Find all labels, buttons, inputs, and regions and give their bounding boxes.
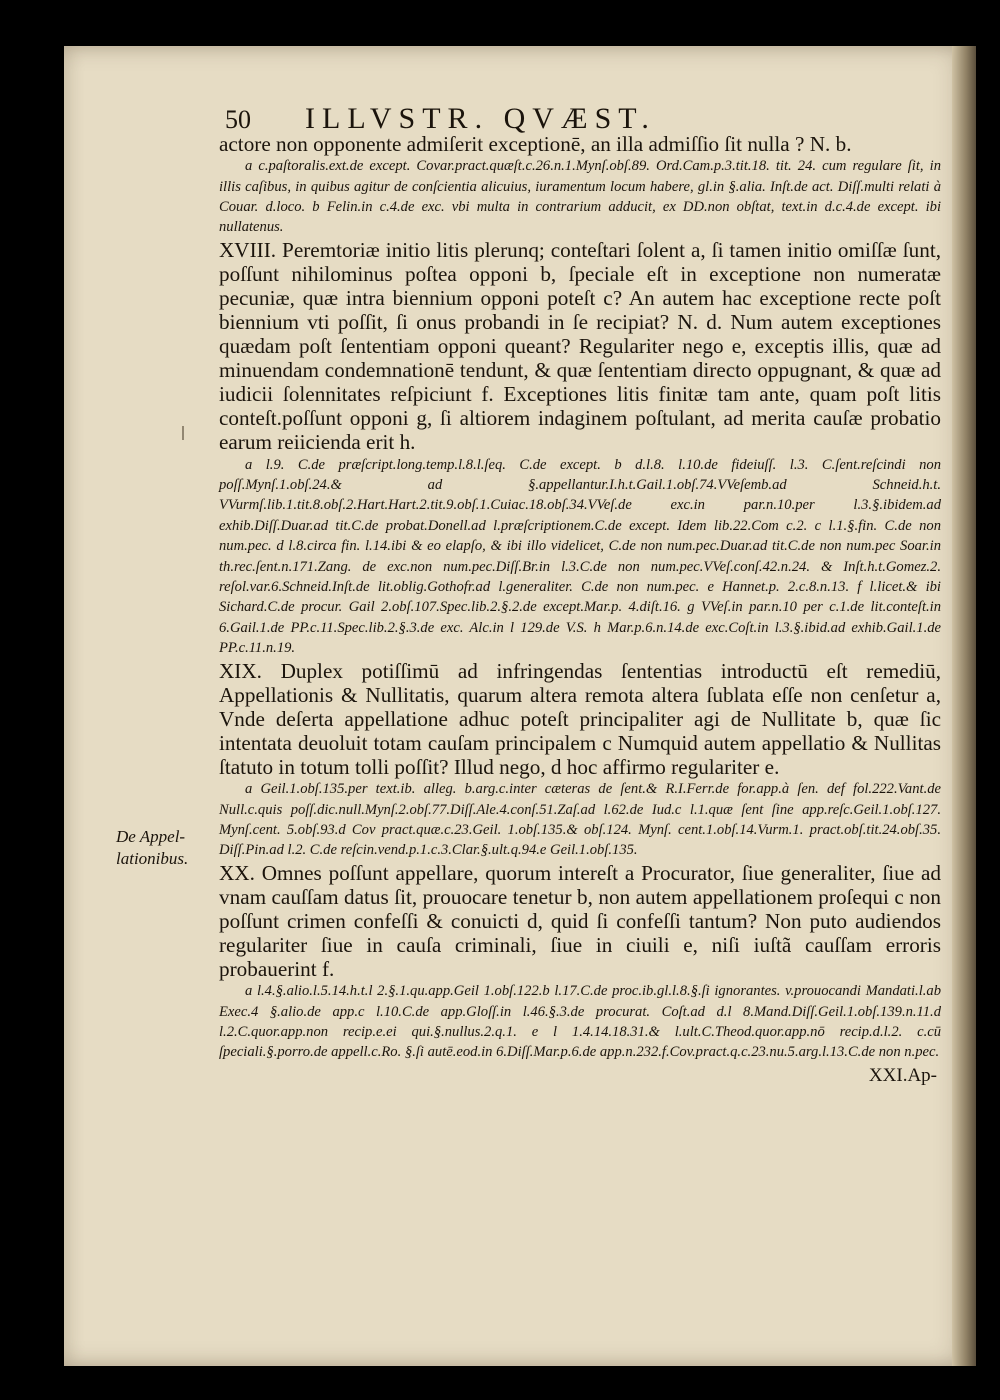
paragraph: XVIII. Peremtoriæ initio litis plerunq; conteſtari ſolent a, ſi tamen initio omiſſæ ſunt, poſſunt nihilominus poſtea opponi b, ſpeciale eſt in exceptione non numeratæ pecuniæ, quæ intra biennium opponi poteſt c? An autem hac exceptione recte poſt biennium vti poſſit, ſi onus probandi in ſe recipiat? N. d. Num autem exceptiones quædam poſt ſententiam opponi queant? Regulariter nego e, exceptis illis, quæ ad minuendam condemnationē tendunt, & quæ ſententiam directo oppugnant, & quæ ad iudicii ſolennitates reſpiciunt f. Exceptiones litis finitæ tam ante, quam poſt litis conteſt.poſſunt opponi g, ſi altiorem indaginem poſtulant, ad merita cauſæ probatio earum reiicienda erit h.: [219, 237, 941, 455]
footnote: a c.paſtoralis.ext.de except. Covar.pract.quæſt.c.26.n.1.Mynſ.obſ.89. Ord.Cam.p.3.tit.18. tit. 24. cum regulare ſit, in illis caſibus, in quibus agitur de conſcientia alicuius, iuramentum locum habere, gl.in §.alia. Inſt.de act. Diſſ.multi relati à Couar. d.loco. b Felin.in c.4.de exc. vbi multa in contrarium adducit, ex DD.non obſtat, text.in d.c.4.de except. ibi nullatenus.: [219, 158, 941, 236]
paragraph: XIX. Duplex potiſſimū ad infringendas ſententias introductū eſt remediū, Appellationis & Nullitatis, quarum altera remota altera ſublata eſſe non cenſetur a, Vnde deſerta appellatione adhuc poteſt principaliter agi de Nullitate b, quæ ſic intentata deuoluit totam cauſam principalem c Numquid autem appellatio & Nullitas ſtatuto in totum tolli poſſit? Illud nego, d hoc affirmo regulariter e.: [219, 658, 941, 779]
page-edge: [952, 46, 976, 1366]
footnote: a l.4.§.alio.l.5.14.h.t.l 2.§.1.qu.app.Geil 1.obſ.122.b l.17.C.de proc.ib.gl.l.8.§.ſi ignorantes. v.prouocandi Mandati.l.ab Exec.4 §.alio.de app.c l.10.C.de app.Gloſſ.in l.46.§.3.de procurat. Coſt.ad d.l 8.Mand.Diſſ.Geil.1.obſ.139.n.11.d l.2.C.quor.app.non recip.e.ei qui.§.nullus.2.q.1. e l 1.4.14.18.31.& l.ult.C.Theod.quor.app.nō recip.d.l.2. c.cū ſpeciali.§.porro.de appell.c.Ro. §.ſi autē.eod.in 6.Diſſ.Mar.p.6.de app.n.232.f.Cov.pract.q.c.23.nu.5.arg.l.13.C.de non n.pec.: [219, 983, 941, 1061]
page-number: 50: [225, 105, 251, 134]
footnote: a Geil.1.obſ.135.per text.ib. alleg. b.arg.c.inter cæteras de ſent.& R.I.Ferr.de for.app.à ſen. def fol.222.Vant.de Null.c.quis poſſ.dic.null.Mynſ.2.obſ.77.Diſſ.Ale.4.conſ.51.Zaſ.ad l.62.de Iud.c l.1.quæ ſent ſine app.reſc.Geil.1.obſ.127. Mynſ.cent. 5.obſ.93.d Cov pract.quæ.c.23.Geil. 1.obſ.135.& obſ.124. Mynſ. cent.1.obſ.14.Vurm.1. pract.obſ.tit.24.obſ.35. Diſſ.Pin.ad l.2. C.de reſcin.vend.p.1.c.3.Clar.§.ult.q.94.e Geil.1.obſ.135.: [219, 781, 941, 859]
margin-mark: [182, 426, 184, 440]
paragraph: XX. Omnes poſſunt appellare, quorum intereſt a Procurator, ſiue generaliter, ſiue ad vnam cauſſam datus ſit, prouocare tenetur b, non autem appellationem proſequi c non poſſunt crimen confeſſi & conuicti d, quid ſi confeſſi tantum? Non puto audiendos regulariter ſiue in cauſa criminali, ſiue in ciuili e, niſi iuſtã cauſſam erroris probauerint f.: [219, 860, 941, 982]
page-header: [225, 102, 941, 135]
running-head: ILLVSTR. QVÆST.: [305, 102, 656, 135]
catchword: XXI.Ap-: [868, 1064, 937, 1086]
book-page: [64, 46, 976, 1366]
paragraph: actore non opponente admiſerit exceptionē, an illa admiſſio ſit nulla ? N. b.: [219, 132, 852, 156]
footnote: a l.9. C.de præſcript.long.temp.l.8.l.ſeq. C.de except. b d.l.8. l.10.de fideiuſſ. l.3. C.ſent.reſcindi non poſſ.Mynſ.1.obſ.24.& ad §.appellantur.I.h.t.Gail.1.obſ.74.VVeſemb.ad Schneid.h.t. VVurmſ.lib.1.tit.8.obſ.2.Hart.Hart.2.tit.9.obſ.1.Cuiac.18.obſ.34.VVeſ.de exc.in par.n.10.per l.3.§.ibidem.ad exhib.Diſſ.Duar.ad tit.C.de probat.Donell.ad l.præſcriptionem.C.de except. Idem lib.22.Com c.2. c l.1.§.fin. C.de non num.pec. d l.8.circa fin. l.14.ibi & eo elapſo, & ibi illo videlicet, C.de non num.pec.Duar.ad tit.C.de non num.pec Soar.in th.rec.ſent.n.171.Zang. de exc.non num.pec.Diſſ.Br.in l.3.C.de non num.pec.VVeſ.conſ.42.n.24. & Inſt.h.t.Gomez.2. reſol.var.6.Schneid.Inſt.de lit.oblig.Gothofr.ad l.generaliter. C.de non num.pec. e Hannet.p. 2.c.8.n.13. f l.licet.& ibi Sichard.C.de procur. Gail 2.obſ.107.Spec.lib.2.§.2.de except.Mar.p. 4.diſt.16. g VVeſ.in par.n.10 per c.1.de lit.conteſt.in 6.Gail.1.de PP.c.11.Spec.lib.2.§.3.de exc. Alc.in l 129.de V.S. h Mar.p.6.n.14.de exc.Coſt.in l.3.§.ibid.ad exhib.Gail.1.de PP.c.11.n.19.: [219, 456, 941, 657]
side-note: De Appel- lationibus.: [116, 827, 189, 868]
text-block: [219, 102, 941, 1087]
